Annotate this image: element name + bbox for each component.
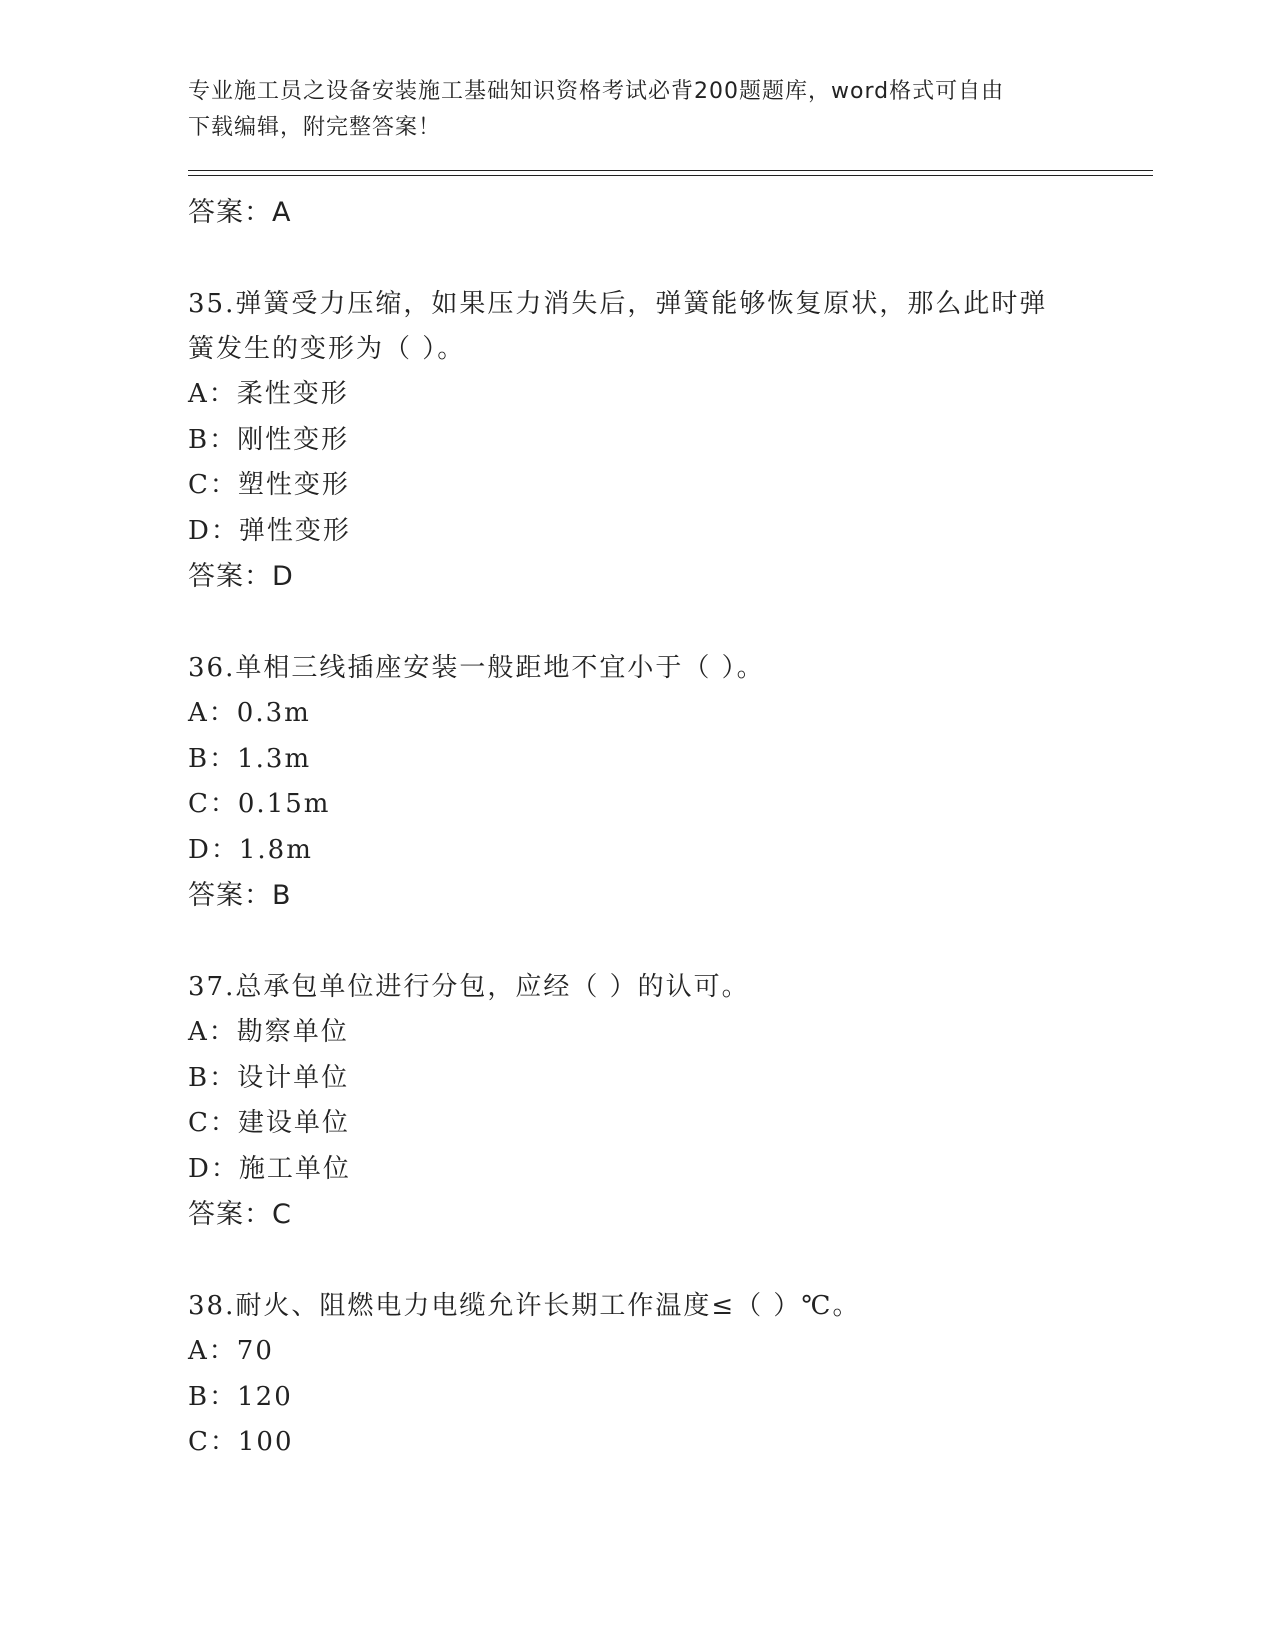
header-rule-bottom [188, 175, 1153, 176]
option-a: A：70 [188, 1336, 274, 1366]
answer: 答案：B [188, 880, 292, 911]
question-37 [188, 965, 1108, 1238]
question-text: 38.耐火、阻燃电力电缆允许长期工作温度≤（ ）℃。 [188, 1291, 861, 1321]
question-text: 35.弹簧受力压缩，如果压力消失后，弹簧能够恢复原状，那么此时弹 [188, 289, 1048, 319]
answer: 答案：C [188, 1199, 292, 1230]
option-a: A：勘察单位 [188, 1017, 349, 1047]
header-rule-top [188, 170, 1153, 171]
option-b: B：设计单位 [188, 1062, 350, 1093]
option-b: B：刚性变形 [188, 424, 350, 455]
option-d: D：1.8m [188, 834, 313, 865]
option-c: C：塑性变形 [188, 470, 350, 500]
header-line-1: 专业施工员之设备安装施工基础知识资格考试必背200题题库，word格式可自由 [188, 79, 1005, 104]
option-c: C：0.15m [188, 789, 331, 819]
question-list [188, 190, 1108, 1466]
option-d: D：弹性变形 [188, 515, 351, 546]
question-36 [188, 646, 1108, 919]
option-a: A：0.3m [188, 698, 311, 728]
option-b: B：120 [188, 1381, 293, 1412]
option-c: C：100 [188, 1427, 294, 1457]
option-a: A：柔性变形 [188, 379, 349, 409]
header-line-2: 下载编辑，附完整答案！ [188, 115, 442, 140]
question-35 [188, 282, 1108, 600]
question-38 [188, 1284, 1108, 1466]
question-text: 36.单相三线插座安装一般距地不宜小于（ ）。 [188, 653, 765, 683]
option-b: B：1.3m [188, 743, 312, 774]
question-text: 簧发生的变形为（ ）。 [188, 334, 466, 364]
question-text: 37.总承包单位进行分包，应经（ ）的认可。 [188, 972, 750, 1002]
answer: 答案：D [188, 561, 294, 592]
document-header [188, 74, 1088, 146]
option-c: C：建设单位 [188, 1108, 350, 1138]
option-d: D：施工单位 [188, 1153, 351, 1184]
answer-prev: 答案：A [188, 197, 292, 228]
